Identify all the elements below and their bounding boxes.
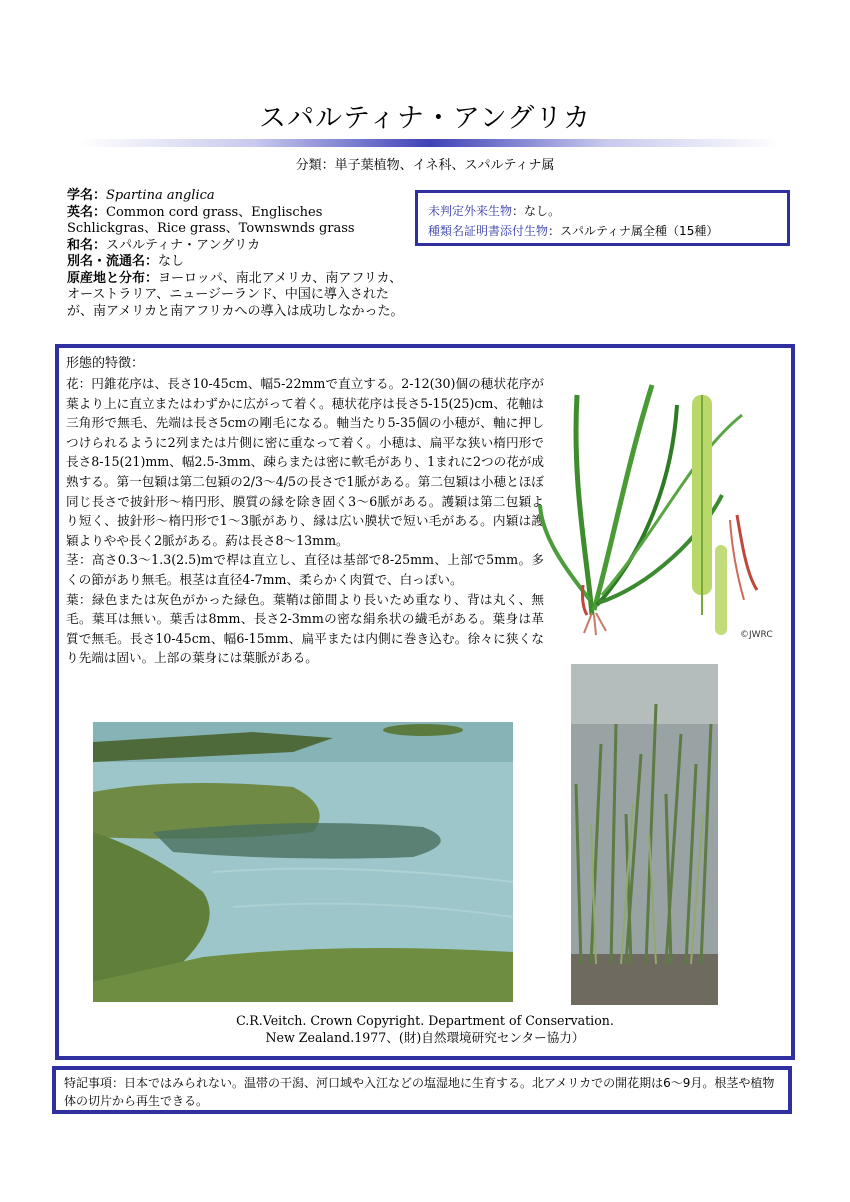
english-name-label: 英名： xyxy=(67,204,107,220)
title-gradient-rule xyxy=(80,139,780,147)
certificate-label: 種類名証明書添付生物 xyxy=(428,224,549,238)
unjudged-value: ：なし。 xyxy=(512,204,561,218)
origin-row xyxy=(67,271,407,321)
stem-description: 茎：高さ0.3～1.3(2.5)mで桿は直立し、直径は基部で8-25mm、上部で5mm。多くの節があり無毛。根茎は直径4-7mm、柔らかく肉質で、白っぽい。 xyxy=(66,552,544,587)
certificate-row xyxy=(428,221,777,241)
photo-caption xyxy=(0,1012,850,1046)
unjudged-row xyxy=(428,201,777,221)
species-info xyxy=(67,188,407,320)
morphology-text xyxy=(66,374,544,668)
alias-row xyxy=(67,254,407,271)
origin-label: 原産地と分布： xyxy=(67,270,159,286)
alias-value: なし xyxy=(158,254,185,269)
caption-line-1: C.R.Veitch. Crown Copyright. Department of Conservation. xyxy=(236,1013,614,1028)
classification: 分類：単子葉植物、イネ科、スパルティナ属 xyxy=(295,158,555,173)
caption-line-2: New Zealand.1977、(財)自然環境研究センター協力） xyxy=(265,1030,585,1045)
english-name-row xyxy=(67,205,407,238)
japanese-name-row xyxy=(67,238,407,255)
special-notes-box: 特記事項：日本ではみられない。温帯の干潟、河口域や入江などの塩湿地に生育する。北アメリカでの開花期は6～9月。根茎や植物体の切片から再生できる。 xyxy=(52,1066,792,1114)
page-title: スパルティナ・アングリカ xyxy=(259,103,591,134)
english-name-value: Common cord grass、Englisches Schlickgras、Rice grass、Townswnds grass xyxy=(67,204,355,236)
japanese-name-value: スパルティナ・アングリカ xyxy=(106,237,261,253)
japanese-name-label: 和名： xyxy=(67,237,107,253)
botanical-illustration xyxy=(532,375,782,640)
illustration-credit: ©JWRC xyxy=(740,630,773,640)
leaf-description: 葉：緑色または灰色がかった緑色。葉鞘は節間より長いため重なり、背は丸く、無毛。葉耳は無い。葉舌は8mm、長さ2-3mmの密な絹糸状の繊毛がある。葉身は革質で無毛。長さ10-45cm、幅6-15mm、扁平または内側に巻き込む。徐々に狭くなり先端は固い。上部の葉身には葉脈がある。 xyxy=(66,591,544,666)
regulation-notice-box xyxy=(415,190,790,246)
plant-closeup-photo xyxy=(571,664,718,1005)
certificate-value: ：スパルティナ属全種（15種） xyxy=(548,224,719,238)
scientific-name-value: Spartina anglica xyxy=(106,188,215,203)
scientific-name-label: 学名： xyxy=(67,188,107,203)
origin-value: ヨーロッパ、南北アメリカ、南アフリカ、オーストラリア、ニュージーランド、中国に導入されたが、南アメリカと南アフリカへの導入は成功しなかった。 xyxy=(67,270,404,319)
morphology-heading: 形態的特徴： xyxy=(66,356,145,371)
unjudged-label: 未判定外来生物 xyxy=(428,204,513,218)
scientific-name-row xyxy=(67,188,407,205)
habitat-photo xyxy=(93,722,513,1002)
alias-label: 別名・流通名： xyxy=(67,254,159,269)
flower-description: 花：円錐花序は、長さ10-45cm、幅5-22mmで直立する。2-12(30)個の穂状花序が葉より上に直立またはわずかに広がって着く。穂状花序は長さ5-15(25)cm、花軸は三角形で無毛、先端は長さ5cmの剛毛になる。軸当たり5-35個の小穂が、軸に押しつけられるように2列または片側に密に重なって着く。小穂は、扁平な狭い楕円形で長さ8-15(21)mm、幅2.5-3mm、疎らまたは密に軟毛があり、1まれに2つの花が成熟する。第一包穎は第二包穎の2/3～4/5の長さで1脈がある。第二包穎は小穂とほぼ同じ長さで披針形～楕円形、膜質の縁を除き固く3～6脈がある。護穎は第二包穎より短く、披針形～楕円形で1～3脈があり、縁は広い膜状で短い毛がある。内穎は護穎よりやや長く2脈がある。葯は長さ8～13mm。 xyxy=(66,376,544,548)
